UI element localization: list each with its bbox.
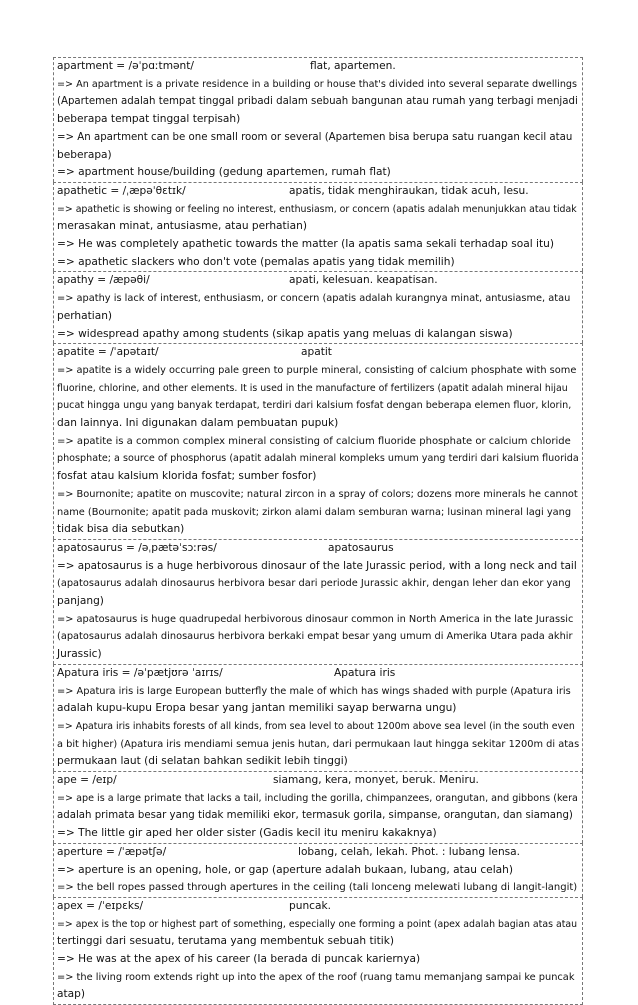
entry-header <box>57 898 579 916</box>
dictionary-entry <box>53 843 583 897</box>
entry-line: => He was completely apathetic towards the matter (Ia apatis sama sekali terhadap soal itu) <box>57 238 554 250</box>
dictionary-entry <box>53 182 583 272</box>
entry-line: fluorine, chlorine, and other elements. It is used in the manufacture of fertilizers (apatit adalah mineral hijau <box>57 382 568 394</box>
entry-line: name (Bournonite; apatit pada muskovit; zirkon alami dalam semburan warna; lusinan mineral lagi yang <box>57 506 572 518</box>
entry-header <box>57 665 579 683</box>
entry-line: atap) <box>57 988 85 1001</box>
entry-word: ape = /eɪp/ <box>57 774 117 787</box>
entry-line: => apathy is lack of interest, enthusiasm, or concern (apatis adalah kurangnya minat, antusiasme, atau <box>57 293 571 305</box>
dictionary-page <box>53 57 583 1005</box>
entry-word: apatosaurus = /əˌpætəˈsɔːrəs/ <box>57 541 217 554</box>
entry-header <box>57 344 579 362</box>
entry-line: => apathetic slackers who don't vote (pemalas apatis yang tidak memilih) <box>57 255 455 268</box>
entry-line: pucat hingga ungu yang banyak terdapat, terdiri dari kalsium fosfat dengan beberapa elemen fluor, klorin, <box>57 400 572 412</box>
entry-line: => apatite is a common complex mineral consisting of calcium fluoride phosphate or calcium chloride <box>57 435 571 447</box>
entry-line: adalah primata besar yang tidak memiliki ekor, termasuk gorila, simpanse, orangutan, dan siamang) <box>57 810 573 822</box>
dictionary-entry <box>53 57 583 182</box>
entry-line: adalah kupu-kupu Eropa besar yang jantan memiliki sayap berwarna ungu) <box>57 702 457 715</box>
entry-meaning: apatit <box>301 346 332 359</box>
entry-header <box>57 844 579 862</box>
entry-word: apatite = /ˈapətaɪt/ <box>57 346 159 359</box>
entry-line: => Apatura iris inhabits forests of all kinds, from sea level to about 1200m above sea level (in the south even <box>57 720 575 732</box>
entry-line: => Bournonite; apatite on muscovite; natural zircon in a spray of colors; dozens more minerals he cannot <box>57 488 578 500</box>
entry-meaning: flat, apartemen. <box>310 60 396 72</box>
entry-meaning: lobang, celah, lekah. Phot. : lubang lensa. <box>298 845 521 858</box>
entry-line: tertinggi dari sesuatu, terutama yang membentuk sebuah titik) <box>57 935 394 948</box>
entry-header <box>57 272 579 290</box>
entry-line: perhatian) <box>57 309 113 322</box>
entry-line: => Apatura iris is large European butterfly the male of which has wings shaded with purple (Apatura iris <box>57 685 571 697</box>
entry-word: apartment = /əˈpɑːtmənt/ <box>57 60 194 72</box>
entry-line: => apatite is a widely occurring pale green to purple mineral, consisting of calcium phosphate with some <box>57 364 577 376</box>
dictionary-entry <box>53 539 583 664</box>
entry-word: aperture = /ˈæpətʃə/ <box>57 845 167 858</box>
entry-line: => the living room extends right up into the apex of the roof (ruang tamu memanjang sampai ke puncak <box>57 971 575 983</box>
entry-line: beberapa tempat tinggal terpisah) <box>57 113 241 126</box>
entry-line: => An apartment is a private residence in a building or house that's divided into several separate dwellings <box>57 78 578 90</box>
entry-line: (apatosaurus adalah dinosaurus herbivora besar dari periode Jurassic akhir, dengan leher dan ekor yang <box>57 578 571 590</box>
dictionary-entry <box>53 664 583 771</box>
entry-meaning: apati, kelesuan. keapatisan. <box>289 274 438 287</box>
entry-line: => apartment house/building (gedung apartemen, rumah flat) <box>57 166 391 179</box>
entry-meaning: apatosaurus <box>328 541 394 554</box>
entry-meaning: siamang, kera, monyet, beruk. Meniru. <box>273 774 479 787</box>
entry-line: a bit higher) (Apatura iris mendiami semua jenis hutan, dari permukaan laut hingga sekitar 1200m di atas <box>57 738 580 750</box>
entry-line: => ape is a large primate that lacks a tail, including the gorilla, chimpanzees, orangutan, and gibbons (kera <box>57 792 578 804</box>
entry-line: => apathetic is showing or feeling no interest, enthusiasm, or concern (apatis adalah menunjukkan atau tidak <box>57 203 577 215</box>
entry-word: Apatura iris = /əˈpætjʊrə ˈaɪrɪs/ <box>57 666 223 679</box>
entry-header <box>57 540 579 558</box>
entry-meaning: apatis, tidak menghiraukan, tidak acuh, lesu. <box>289 184 529 197</box>
entry-line: => apatosaurus is a huge herbivorous dinosaur of the late Jurassic period, with a long neck and tail <box>57 559 577 572</box>
entry-line: (apatosaurus adalah dinosaurus herbivora berkaki empat besar yang umum di Amerika Utara pada akhir <box>57 631 573 643</box>
entry-line: => apatosaurus is huge quadrupedal herbivorous dinosaur common in North America in the late Jurassic <box>57 613 574 625</box>
entry-line: => aperture is an opening, hole, or gap (aperture adalah bukaan, lubang, atau celah) <box>57 863 513 876</box>
entry-word: apathetic = /ˌæpəˈθɛtɪk/ <box>57 184 186 197</box>
dictionary-entry <box>53 343 583 539</box>
entry-line: (Apartemen adalah tempat tinggal pribadi dalam sebuah bangunan atau rumah yang terbagi menjadi <box>57 96 578 108</box>
entry-line: => widespread apathy among students (sikap apatis yang meluas di kalangan siswa) <box>57 327 513 340</box>
entry-line: phosphate; a source of phosphorus (apatit adalah mineral kompleks umum yang terdiri dari kalsium fluorida <box>57 453 579 465</box>
entry-line: merasakan minat, antusiasme, atau perhatian) <box>57 220 307 233</box>
entry-line: => apex is the top or highest part of something, especially one forming a point (apex adalah bagian atas atau <box>57 918 578 930</box>
entry-meaning: puncak. <box>289 899 331 912</box>
dictionary-entry <box>53 897 583 1005</box>
entry-header <box>57 183 579 201</box>
entry-meaning: Apatura iris <box>334 666 396 679</box>
entry-line: permukaan laut (di selatan bahkan sedikit lebih tinggi) <box>57 755 348 768</box>
dictionary-entry <box>53 771 583 843</box>
entry-line: => the bell ropes passed through apertures in the ceiling (tali lonceng melewati lubang di langit-langit) <box>57 882 578 894</box>
entry-line: tidak bisa dia sebutkan) <box>57 523 185 536</box>
entry-line: Jurassic) <box>57 648 102 661</box>
entry-word: apex = /ˈeɪpɛks/ <box>57 899 144 912</box>
entry-line: beberapa) <box>57 148 112 161</box>
entry-line: panjang) <box>57 595 104 608</box>
entry-line: dan lainnya. Ini digunakan dalam pembuatan pupuk) <box>57 417 339 429</box>
entry-line: => He was at the apex of his career (Ia berada di puncak kariernya) <box>57 953 421 966</box>
entry-header <box>57 58 579 76</box>
entry-word: apathy = /æpəθi/ <box>57 274 150 287</box>
entry-line: => The little gir aped her older sister (Gadis kecil itu meniru kakaknya) <box>57 827 437 840</box>
entry-line: => An apartment can be one small room or several (Apartemen bisa berupa satu ruangan kecil atau <box>57 131 573 143</box>
dictionary-entry <box>53 271 583 343</box>
entry-line: fosfat atau kalsium klorida fosfat; sumber fosfor) <box>57 470 317 483</box>
entry-header <box>57 772 579 790</box>
